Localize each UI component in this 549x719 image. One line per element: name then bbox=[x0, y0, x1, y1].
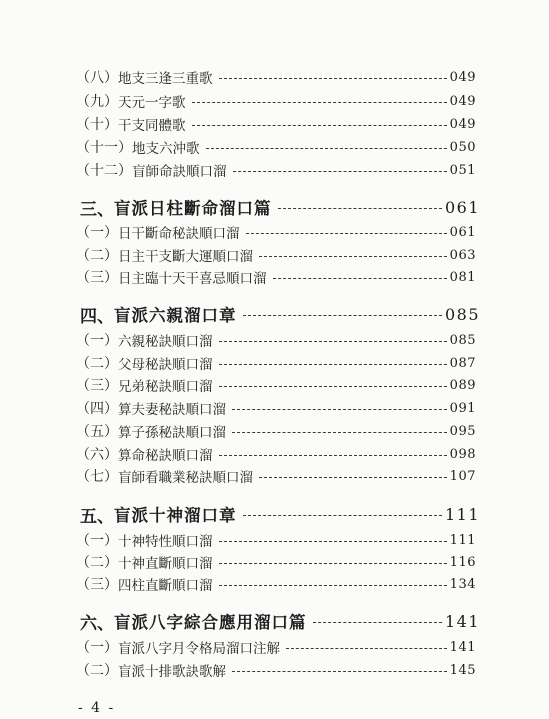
dot-leader bbox=[232, 671, 447, 672]
toc-entry-title: 日干斷命秘訣順口溜 bbox=[118, 226, 240, 242]
toc-page-number: 061 bbox=[449, 224, 476, 240]
dot-leader bbox=[219, 585, 447, 586]
toc-entry-number: （九） bbox=[76, 94, 118, 110]
toc-page-number: 049 bbox=[449, 69, 476, 85]
toc-entry-row bbox=[76, 66, 476, 88]
dot-leader bbox=[259, 256, 447, 257]
dot-leader bbox=[219, 78, 447, 79]
toc-entry-number: （一） bbox=[76, 333, 118, 349]
toc-chapter-row bbox=[80, 607, 480, 635]
toc-entry-row bbox=[76, 397, 476, 419]
dot-leader bbox=[278, 208, 442, 209]
toc-entry-row bbox=[76, 529, 476, 551]
dot-leader bbox=[259, 477, 447, 478]
toc-entry-number: （二） bbox=[76, 555, 118, 571]
toc-page-number: 049 bbox=[449, 93, 476, 109]
dot-leader bbox=[192, 102, 447, 103]
toc-page-number: 081 bbox=[449, 269, 476, 285]
toc-page-number: 141 bbox=[444, 611, 480, 631]
toc-page-number: 085 bbox=[444, 304, 480, 324]
toc-entry-number: （五） bbox=[76, 424, 118, 440]
toc-entry-title: 地支六沖歌 bbox=[132, 141, 200, 157]
toc-entry-number: 六、 bbox=[80, 613, 114, 634]
toc-entry-title: 盲師命訣順口溜 bbox=[132, 164, 227, 180]
toc-entry-title: 日主干支斷大運順口溜 bbox=[118, 249, 253, 265]
toc-entry-title: 盲派八字綜合應用溜口篇 bbox=[114, 613, 307, 632]
dot-leader bbox=[232, 432, 447, 433]
dot-leader bbox=[219, 455, 447, 456]
toc-entry-number: 五、 bbox=[80, 506, 114, 527]
toc-entry-row bbox=[76, 659, 476, 681]
toc-page-number: 091 bbox=[449, 400, 476, 416]
toc-page-number: 063 bbox=[449, 247, 476, 263]
toc-entry-row bbox=[76, 136, 476, 158]
toc-entry-number: （六） bbox=[76, 447, 118, 463]
toc-entry-row bbox=[76, 113, 476, 135]
dot-leader bbox=[246, 233, 447, 234]
toc-page-number: 087 bbox=[449, 355, 476, 371]
toc-entry-number: 四、 bbox=[80, 306, 114, 327]
toc-page-number: 116 bbox=[449, 554, 476, 570]
toc-page-number: 050 bbox=[449, 139, 476, 155]
toc-entry-title: 日主臨十天干喜忌順口溜 bbox=[118, 271, 267, 287]
toc-entry-row bbox=[76, 266, 476, 288]
toc-entry-title: 盲派十排歌訣歌解 bbox=[118, 664, 226, 680]
toc-entry-row bbox=[76, 90, 476, 112]
toc-entry-row bbox=[76, 636, 476, 658]
toc-entry-row bbox=[76, 420, 476, 442]
toc-page-number: 095 bbox=[449, 423, 476, 439]
toc-entry-number: （十一） bbox=[76, 140, 132, 156]
toc-page-number: 145 bbox=[449, 662, 476, 678]
toc-entry-title: 父母秘訣順口溜 bbox=[118, 357, 213, 373]
toc-entry-row bbox=[76, 159, 476, 181]
toc-entry-title: 四柱直斷順口溜 bbox=[118, 578, 213, 594]
toc-page-number: 085 bbox=[449, 332, 476, 348]
toc-entry-number: （八） bbox=[76, 70, 118, 86]
toc-page-number: 141 bbox=[449, 639, 476, 655]
dot-leader bbox=[219, 541, 447, 542]
dot-leader bbox=[232, 409, 447, 410]
toc-entry-number: （三） bbox=[76, 378, 118, 394]
toc-entry-row bbox=[76, 551, 476, 573]
dot-leader bbox=[243, 515, 442, 516]
toc-chapter-row bbox=[80, 500, 480, 528]
toc-entry-row bbox=[76, 465, 476, 487]
toc-entry-title: 盲派八字月令格局溜口注解 bbox=[118, 641, 280, 657]
toc-entry-number: （一） bbox=[76, 533, 118, 549]
toc-entry-number: （十） bbox=[76, 117, 118, 133]
toc-entry-row bbox=[76, 352, 476, 374]
toc-entry-title: 盲派十神溜口章 bbox=[114, 506, 237, 525]
toc-chapter-row bbox=[80, 300, 480, 328]
dot-leader bbox=[286, 648, 447, 649]
toc-page-number: 111 bbox=[449, 532, 476, 548]
page-number: - 4 - bbox=[78, 700, 116, 716]
toc-entry-title: 干支同體歌 bbox=[118, 118, 186, 134]
toc-entry-number: （三） bbox=[76, 270, 118, 286]
dot-leader bbox=[233, 171, 447, 172]
toc-entry-title: 盲派日柱斷命溜口篇 bbox=[114, 199, 272, 218]
toc-entry-number: 三、 bbox=[80, 199, 114, 220]
dot-leader bbox=[219, 364, 447, 365]
toc-page-number: 098 bbox=[449, 446, 476, 462]
toc-page-number: 089 bbox=[449, 377, 476, 393]
toc-page-number: 107 bbox=[449, 468, 476, 484]
toc-entry-number: （十二） bbox=[76, 163, 132, 179]
toc-page-number: 051 bbox=[449, 162, 476, 178]
dot-leader bbox=[273, 278, 447, 279]
toc-entry-row bbox=[76, 374, 476, 396]
toc-entry-row bbox=[76, 221, 476, 243]
dot-leader bbox=[192, 125, 447, 126]
toc-entry-title: 地支三逢三重歌 bbox=[118, 71, 213, 87]
toc-entry-number: （四） bbox=[76, 401, 118, 417]
toc-entry-number: （二） bbox=[76, 663, 118, 679]
toc-page-number: 111 bbox=[444, 504, 480, 524]
toc-entry-number: （一） bbox=[76, 640, 118, 656]
dot-leader bbox=[219, 386, 447, 387]
toc-entry-row bbox=[76, 443, 476, 465]
toc-entry-title: 十神特性順口溜 bbox=[118, 534, 213, 550]
toc-entry-number: （七） bbox=[76, 469, 118, 485]
dot-leader bbox=[219, 563, 447, 564]
toc-entry-number: （一） bbox=[76, 225, 118, 241]
toc-entry-number: （三） bbox=[76, 577, 118, 593]
toc-entry-row bbox=[76, 244, 476, 266]
dot-leader bbox=[313, 622, 442, 623]
toc-chapter-row bbox=[80, 193, 480, 221]
dot-leader bbox=[219, 341, 447, 342]
toc-entry-title: 算夫妻秘訣順口溜 bbox=[118, 402, 226, 418]
toc-entry-number: （二） bbox=[76, 356, 118, 372]
toc-entry-title: 算命秘訣順口溜 bbox=[118, 448, 213, 464]
toc-entry-title: 六親秘訣順口溜 bbox=[118, 334, 213, 350]
toc-entry-title: 兄弟秘訣順口溜 bbox=[118, 379, 213, 395]
toc-entry-title: 算子孫秘訣順口溜 bbox=[118, 425, 226, 441]
toc-page-number: 134 bbox=[449, 576, 476, 592]
toc-page-number: 061 bbox=[444, 197, 480, 217]
toc-entry-number: （二） bbox=[76, 248, 118, 264]
toc-entry-title: 天元一字歌 bbox=[118, 95, 186, 111]
toc-entry-row bbox=[76, 573, 476, 595]
toc-entry-row bbox=[76, 329, 476, 351]
dot-leader bbox=[206, 148, 447, 149]
dot-leader bbox=[243, 315, 442, 316]
toc-entry-title: 盲派六親溜口章 bbox=[114, 306, 237, 325]
toc-entry-title: 十神直斷順口溜 bbox=[118, 556, 213, 572]
toc-entry-title: 盲師看職業秘訣順口溜 bbox=[118, 470, 253, 486]
toc-page-number: 049 bbox=[449, 116, 476, 132]
